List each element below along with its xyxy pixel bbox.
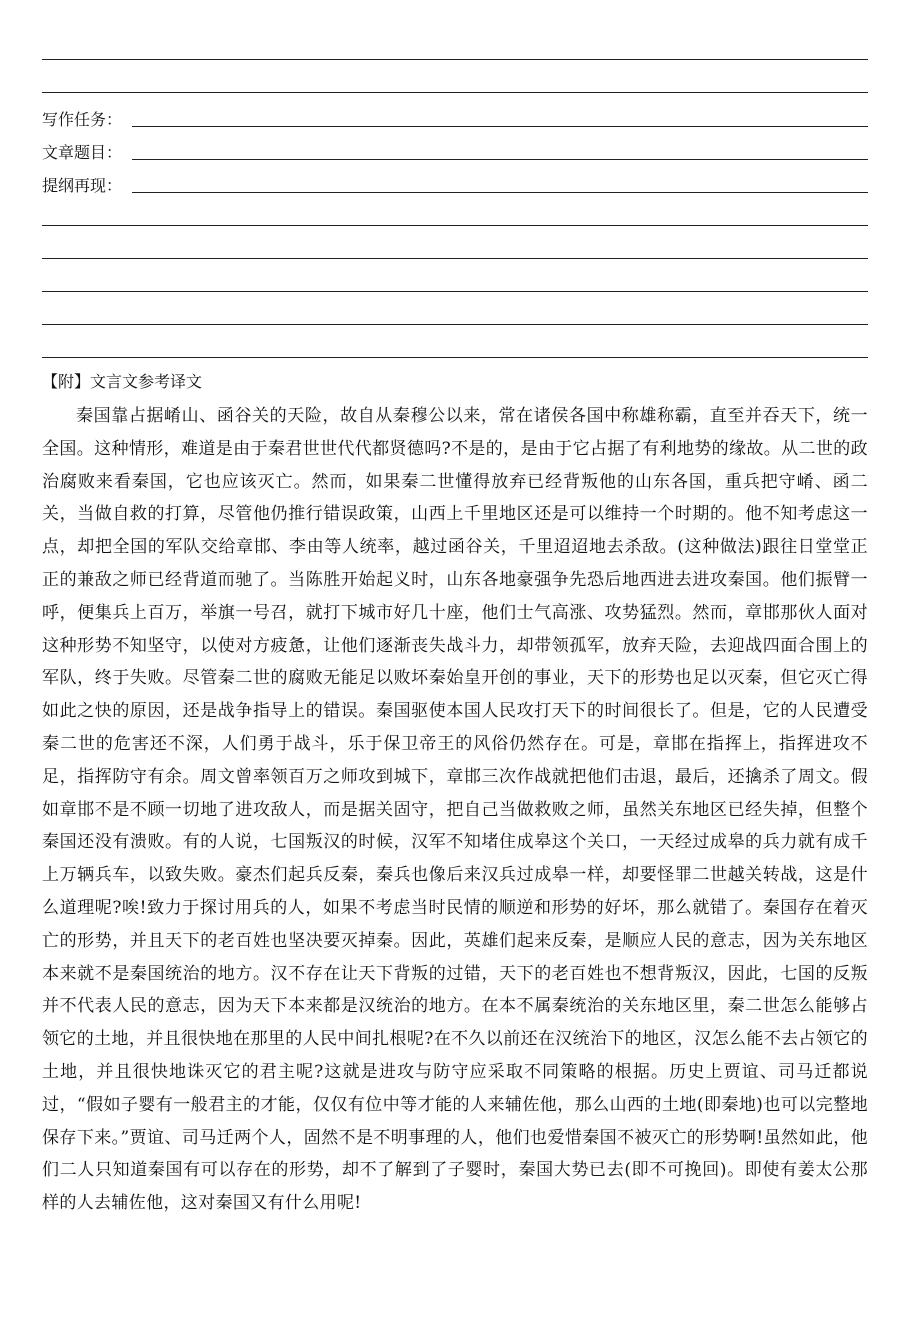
article-title-label: 文章题目：: [42, 143, 123, 162]
answer-line: [42, 92, 868, 93]
answer-line: [42, 258, 868, 259]
answer-line: [42, 291, 868, 292]
answer-line: [42, 225, 868, 226]
appendix-heading: 【附】文言文参考译文: [42, 372, 203, 391]
answer-line: [42, 357, 868, 358]
article-title-line: [132, 159, 868, 160]
writing-task-label: 写作任务：: [42, 110, 123, 129]
answer-line: [42, 59, 868, 60]
outline-label: 提纲再现：: [42, 176, 123, 195]
translation-paragraph: 秦国靠占据崤山、函谷关的天险，故自从秦穆公以来，常在诸侯各国中称雄称霸，直至并吞天下，统一全国。这种情形，难道是由于秦君世世代代都贤德吗?不是的，是由于它占据了有利地势的缘故。从二世的政治腐败来看秦国，它也应该灭亡。然而，如果秦二世懂得放弃已经背叛他的山东各国，重兵把守崤、函二关，当做自救的打算，尽管他仍推行错误政策，山西上千里地区还是可以维持一个时期的。他不知考虑这一点，却把全国的军队交给章邯、李由等人统率，越过函谷关，千里迢迢地去杀敌。(这种做法)跟往日堂堂正正的兼敌之师已经背道而驰了。当陈胜开始起义时，山东各地豪强争先恐后地西进去进攻秦国。他们振臂一呼，便集兵上百万，举旗一号召，就打下城市好几十座，他们士气高涨、攻势猛烈。然而，章邯那伙人面对这种形势不知坚守，以使对方疲惫，让他们逐渐丧失战斗力，却带领孤军，放弃天险，去迎战四面合围上的军队，终于失败。尽管秦二世的腐败无能足以败坏秦始皇开创的事业，天下的形势也足以灭秦，但它灭亡得如此之快的原因，还是战争指导上的错误。秦国驱使本国人民攻打天下的时间很长了。但是，它的人民遭受秦二世的危害还不深，人们勇于战斗，乐于保卫帝王的风俗仍然存在。可是，章邯在指挥上，指挥进攻不足，指挥防守有余。周文曾率领百万之师攻到城下，章邯三次作战就把他们击退，最后，还擒杀了周文。假如章邯不是不顾一切地了进攻敌人，而是据关固守，把自己当做救败之师，虽然关东地区已经失掉，但整个秦国还没有溃败。有的人说，七国叛汉的时候，汉军不知堵住成皋这个关口，一天经过成皋的兵力就有成千上万辆兵车，以致失败。豪杰们起兵反秦，秦兵也像后来汉兵过成皋一样，却要怪罪二世越关转战，这是什么道理呢?唉!致力于探讨用兵的人，如果不考虑当时民情的顺逆和形势的好坏，那么就错了。秦国存在着灭亡的形势，并且天下的老百姓也坚决要灭掉秦。因此，英雄们起来反秦，是顺应人民的意志，因为关东地区本来就不是秦国统治的地方。汉不存在让天下背叛的过错，天下的老百姓也不想背叛汉，因此，七国的反叛并不代表人民的意志，因为天下本来都是汉统治的地方。在本不属秦统治的关东地区里，秦二世怎么能够占领它的土地，并且很快地在那里的人民中间扎根呢?在不久以前还在汉统治下的地区，汉怎么能不去占领它的土地，并且很快地诛灭它的君主呢?这就是进攻与防守应采取不同策略的根据。历史上贾谊、司马迁都说过，“假如子婴有一般君主的才能，仅仅有位中等才能的人来辅佐他，那么山西的土地(即秦地)也可以完整地保存下来。”贾谊、司马迁两个人，固然不是不明事理的人，他们也爱惜秦国不被灭亡的形势啊!虽然如此，他们二人只知道秦国有可以存在的形势，却不了解到了子婴时，秦国大势已去(即不可挽回)。即使有姜太公那样的人去辅佐他，这对秦国又有什么用呢!: [42, 406, 868, 1214]
answer-line: [42, 324, 868, 325]
writing-task-line: [132, 126, 868, 127]
outline-line: [132, 192, 868, 193]
